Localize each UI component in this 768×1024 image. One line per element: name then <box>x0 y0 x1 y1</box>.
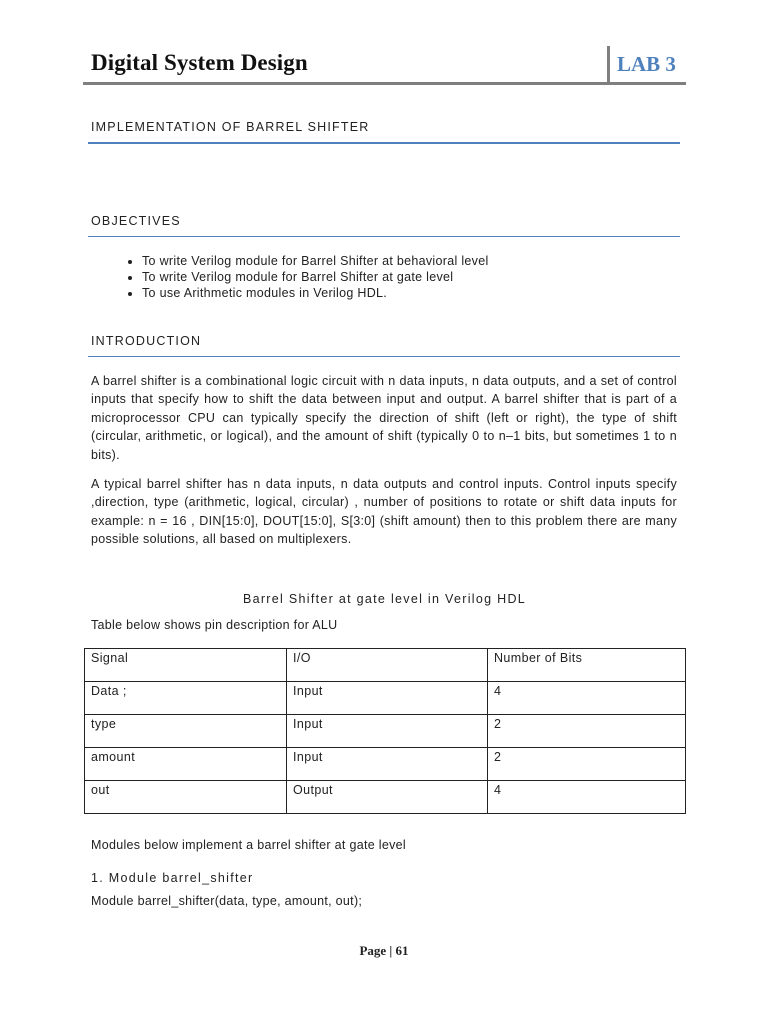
module-item: 1. Module barrel_shifter <box>91 871 254 885</box>
gate-level-caption: Barrel Shifter at gate level in Verilog HDL <box>242 592 527 606</box>
table-cell: amount <box>85 748 287 781</box>
table-header-cell: Signal <box>85 649 287 682</box>
list-item: • To write Verilog module for Barrel Shifter at behavioral level <box>142 253 702 269</box>
objectives-rule <box>88 236 680 237</box>
table-header-cell: Number of Bits <box>488 649 686 682</box>
table-cell: 2 <box>488 748 686 781</box>
modules-intro: Modules below implement a barrel shifter at gate level <box>91 838 406 852</box>
introduction-heading: INTRODUCTION <box>91 334 202 348</box>
main-heading: IMPLEMENTATION OF BARREL SHIFTER <box>91 120 370 134</box>
header-divider <box>607 46 610 84</box>
table-cell: out <box>85 781 287 814</box>
module-signature: Module barrel_shifter(data, type, amount, out); <box>91 894 363 908</box>
table-cell: 4 <box>488 781 686 814</box>
table-cell: Input <box>287 748 488 781</box>
introduction-rule <box>88 356 680 357</box>
lab-label: LAB 3 <box>617 52 676 76</box>
intro-paragraph: A barrel shifter is a combinational logic circuit with n data inputs, n data outputs, and a set of control inputs that specify how to shift the data between input and output. A barrel shifter that is part of a microprocessor CPU can typically specify the direction of shift (left or right), the type of shift (circular, arithmetic, or logical), and the amount of shift (typically 0 to n–1 bits, but sometimes 1 to n bits). <box>91 374 677 462</box>
table-intro: Table below shows pin description for ALU <box>91 618 338 632</box>
table-row <box>85 715 686 748</box>
table-cell: 2 <box>488 715 686 748</box>
table-row <box>85 748 686 781</box>
table-row <box>85 781 686 814</box>
table-header-cell: I/O <box>287 649 488 682</box>
header-rule <box>83 82 686 85</box>
table-cell: Input <box>287 715 488 748</box>
table-cell: Input <box>287 682 488 715</box>
list-item: • To use Arithmetic modules in Verilog HDL. <box>142 285 702 301</box>
document-title: Digital System Design <box>91 50 308 75</box>
objectives-heading: OBJECTIVES <box>91 214 181 228</box>
table-cell: 4 <box>488 682 686 715</box>
list-item: • To write Verilog module for Barrel Shifter at gate level <box>142 269 702 285</box>
main-heading-rule <box>88 142 680 144</box>
table-cell: type <box>85 715 287 748</box>
table-cell: Output <box>287 781 488 814</box>
table-row <box>85 682 686 715</box>
pin-description-table <box>84 648 686 814</box>
objectives-list <box>105 253 702 301</box>
page-number: Page | 61 <box>359 943 409 958</box>
intro-paragraph: A typical barrel shifter has n data inputs, n data outputs and control inputs. Control inputs specify ,direction, type (arithmetic, logical, circular) , number of positions to rotate or shift data inputs for example: n = 16 , DIN[15:0], DOUT[15:0], S[3:0] (shift amount) then to this problem there are many possible solutions, all based on multiplexers. <box>91 477 677 547</box>
table-header-row <box>85 649 686 682</box>
table-cell: Data ; <box>85 682 287 715</box>
